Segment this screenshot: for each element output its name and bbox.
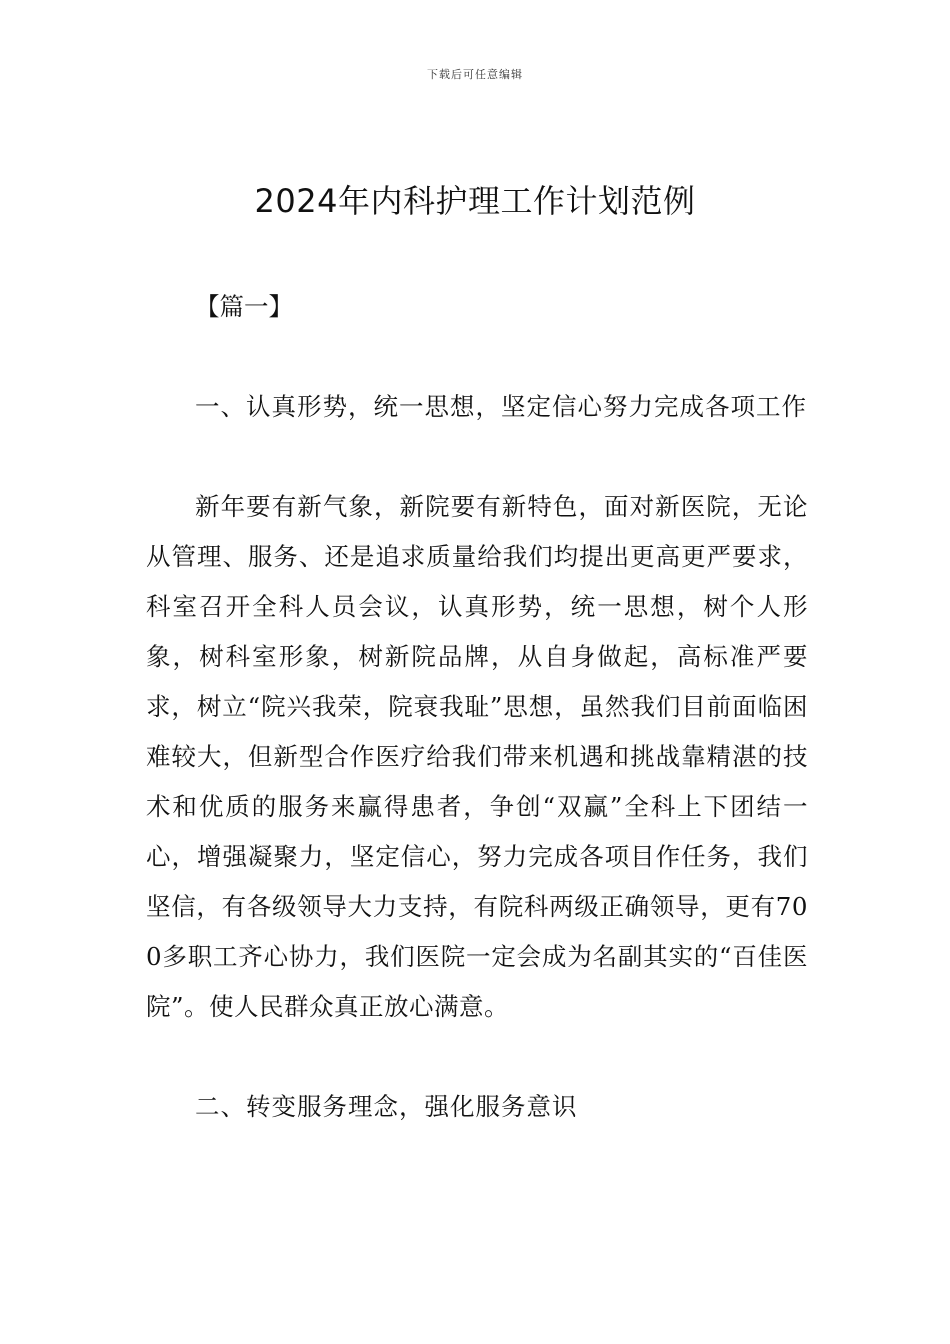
- section-label: 【篇一】: [195, 292, 293, 321]
- section-heading-1: 一、认真形势，统一思想，坚定信心努力完成各项工作: [195, 392, 807, 421]
- body-paragraph: 新年要有新气象，新院要有新特色，面对新医院，无论从管理、服务、还是追求质量给我们均提出更高更严要求，科室召开全科人员会议，认真形势，统一思想，树个人形象，树科室形象，树新院品牌，从自身做起，高标准严要求，树立“院兴我荣，院衰我耻”思想，虽然我们目前面临困难较大，但新型合作医疗给我们带来机遇和挑战靠精湛的技术和优质的服务来赢得患者，争创“双赢”全科上下团结一心，增强凝聚力，坚定信心，努力完成各项目作任务，我们坚信，有各级领导大力支持，有院科两级正确领导，更有700多职工齐心协力，我们医院一定会成为名副其实的“百佳医院”。使人民群众真正放心满意。: [146, 492, 808, 1021]
- section-heading-2: 二、转变服务理念，强化服务意识: [195, 1092, 578, 1121]
- header-note: 下载后可任意编辑: [427, 68, 523, 81]
- document-title: 2024年内科护理工作计划范例: [254, 182, 696, 220]
- document-body: [146, 282, 808, 1132]
